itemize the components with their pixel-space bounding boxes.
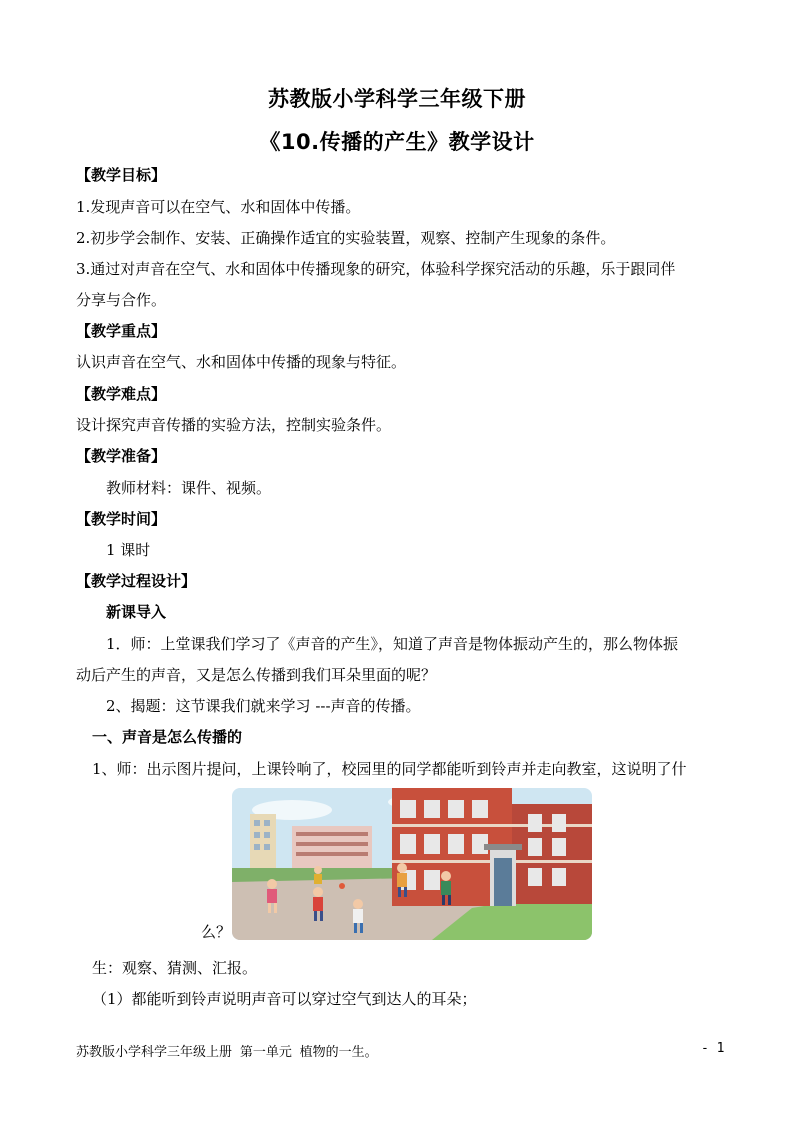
time-heading: 【教学时间】 bbox=[76, 510, 167, 528]
answer-1: （1）都能听到铃声说明声音可以穿过空气到达人的耳朵； bbox=[92, 990, 477, 1008]
step-1-line1: 1、师：出示图片提问，上课铃响了，校园里的同学都能听到铃声并走向教室，这说明了什 bbox=[92, 760, 687, 778]
time-text: 1 课时 bbox=[106, 541, 151, 559]
objective-2: 2.初步学会制作、安装、正确操作适宜的实验装置，观察、控制产生现象的条件。 bbox=[76, 229, 616, 247]
key-heading: 【教学重点】 bbox=[76, 322, 167, 340]
page-number: - 1 bbox=[701, 1041, 725, 1056]
objective-3-line2: 分享与合作。 bbox=[76, 291, 167, 309]
document-title-line2: 《10.传播的产生》教学设计 bbox=[259, 130, 535, 154]
difficulty-text: 设计探究声音传播的实验方法，控制实验条件。 bbox=[76, 416, 392, 434]
document-title-line1: 苏教版小学科学三年级下册 bbox=[268, 87, 526, 111]
intro-1-line2: 动后产生的声音，又是怎么传播到我们耳朵里面的呢？ bbox=[76, 666, 437, 684]
footer-text: 苏教版小学科学三年级上册 第一单元 植物的一生。 bbox=[76, 1045, 378, 1060]
intro-heading: 新课导入 bbox=[106, 603, 167, 621]
student-text: 生：观察、猜测、汇报。 bbox=[92, 959, 258, 977]
difficulty-heading: 【教学难点】 bbox=[76, 385, 167, 403]
step-1-line2: 么？ bbox=[201, 923, 232, 941]
objectives-heading: 【教学目标】 bbox=[76, 166, 167, 184]
objective-1: 1.发现声音可以在空气、水和固体中传播。 bbox=[76, 198, 361, 216]
schoolyard-illustration-icon bbox=[232, 788, 592, 940]
intro-2: 2、揭题：这节课我们就来学习 ---声音的传播。 bbox=[106, 697, 421, 715]
prep-heading: 【教学准备】 bbox=[76, 447, 167, 465]
process-heading: 【教学过程设计】 bbox=[76, 572, 197, 590]
objective-3-line1: 3.通过对声音在空气、水和固体中传播现象的研究，体验科学探究活动的乐趣，乐于跟同伴 bbox=[76, 260, 676, 278]
intro-1-line1: 1．师：上堂课我们学习了《声音的产生》，知道了声音是物体振动产生的，那么物体振 bbox=[106, 635, 679, 653]
key-text: 认识声音在空气、水和固体中传播的现象与特征。 bbox=[76, 353, 407, 371]
section-1-heading: 一、声音是怎么传播的 bbox=[92, 728, 243, 746]
prep-text: 教师材料：课件、视频。 bbox=[106, 479, 272, 497]
